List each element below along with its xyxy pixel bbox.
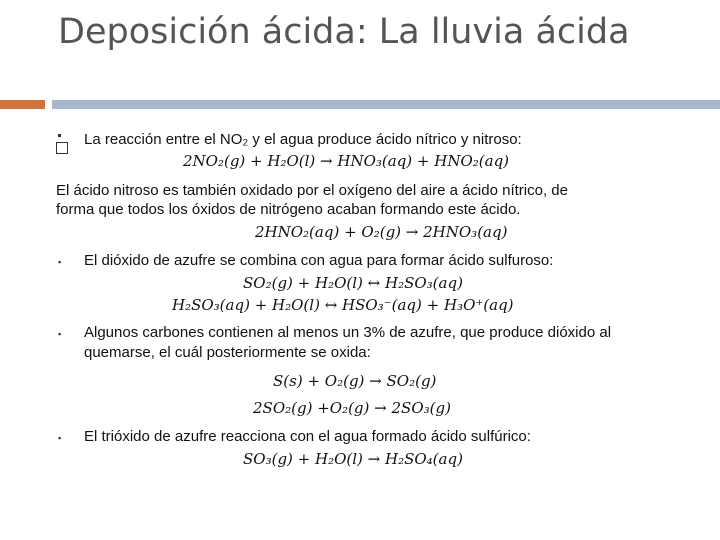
slide-title: Deposición ácida: La lluvia ácida xyxy=(58,12,630,52)
item2-equation-2: H₂SO₃(aq) + H₂O(l) ↔ HSO₃⁻(aq) + H₃O⁺(aq) xyxy=(172,296,514,314)
item1-equation: 2NO₂(g) + H₂O(l) → HNO₃(aq) + HNO₂(aq) xyxy=(183,152,510,170)
item3-equation-2: 2SO₂(g) +O₂(g) → 2SO₃(g) xyxy=(253,399,451,417)
item2-equation-1: SO₂(g) + H₂O(l) ↔ H₂SO₃(aq) xyxy=(243,274,463,292)
item4-text: El trióxido de azufre reacciona con el agua formado ácido sulfúrico: xyxy=(84,428,531,445)
bullet-icon: ▪ xyxy=(58,433,62,443)
checkbox-bullet-icon xyxy=(56,142,68,154)
bullet-icon: ▪ xyxy=(58,257,62,267)
item1-text: La reacción entre el NO₂ y el agua produce ácido nítrico y nitroso: xyxy=(84,131,522,148)
item2-text: El dióxido de azufre se combina con agua para formar ácido sulfuroso: xyxy=(84,252,554,269)
paragraph-line-1: El ácido nitroso es también oxidado por el oxígeno del aire a ácido nítrico, de xyxy=(56,182,568,199)
item4-equation: SO₃(g) + H₂O(l) → H₂SO₄(aq) xyxy=(243,450,463,468)
small-bullet-icon xyxy=(58,134,61,137)
paragraph-line-2: forma que todos los óxidos de nitrógeno acaban formando este ácido. xyxy=(56,201,521,218)
item3-line-1: Algunos carbones contienen al menos un 3% de azufre, que produce dióxido al xyxy=(84,324,612,341)
paragraph-equation: 2HNO₂(aq) + O₂(g) → 2HNO₃(aq) xyxy=(255,223,508,241)
bullet-icon: ▪ xyxy=(58,329,62,339)
item3-line-2: quemarse, el cuál posteriormente se oxida: xyxy=(84,344,371,361)
item3-equation-1: S(s) + O₂(g) → SO₂(g) xyxy=(273,372,437,390)
